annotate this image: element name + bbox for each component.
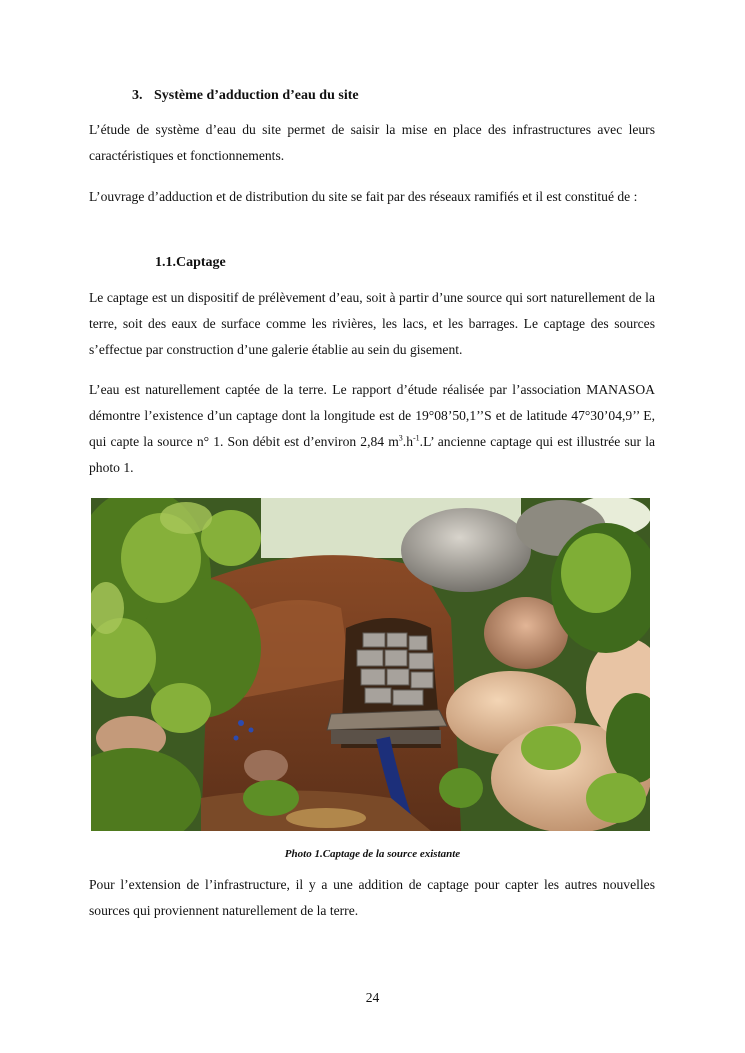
captage-photo: [91, 498, 650, 831]
superscript-minus-1: -1: [413, 433, 420, 443]
section-number: 3.: [132, 88, 143, 103]
subsection-heading: 1.1.Captage: [155, 255, 226, 270]
paragraph-extension: Pour l’extension de l’infrastructure, il y a une addition de captage pour capter les autres nouvelles sources qui proviennent naturellement de la terre.: [89, 877, 655, 918]
section-heading: [132, 88, 359, 104]
paragraph-text-part: .h: [402, 434, 413, 449]
paragraph-captage-manasoa: [89, 377, 655, 481]
paragraph-intro: L’étude de système d’eau du site permet de saisir la mise en place des infrastructures avec leurs caractéristiques et fonctionnements.: [89, 122, 655, 163]
superscript-3: 3: [398, 433, 403, 443]
paragraph-text-part: L’eau est naturellement captée de la terre. Le rapport d’étude réalisée par l’association MANASOA démontre l’existence d’un captage dont la longitude est de 19°08’50,1’’S et de latitude 47°30’04,9’’ E, qui capte la source n° 1. Son débit est d’environ 2,84 m: [89, 382, 655, 449]
photo-caption: Photo 1.Captage de la source existante: [284, 848, 461, 860]
section-title: Système d’adduction d’eau du site: [154, 88, 359, 103]
paragraph-ouvrage: L’ouvrage d’adduction et de distribution du site se fait par des réseaux ramifiés et il est constitué de :: [89, 189, 638, 204]
page-number: 24: [365, 990, 380, 1005]
paragraph-text-part: .L’ ancienne captage qui est illustrée sur la photo 1.: [89, 434, 656, 475]
paragraph-captage-definition: Le captage est un dispositif de prélèvement d’eau, soit à partir d’une source qui sort naturellement de la terre, soit des eaux de surface comme les rivières, les lacs, et les barrages. Le captage des sources s’effectue par construction d’une galerie établie au sein du gisement.: [89, 290, 655, 357]
